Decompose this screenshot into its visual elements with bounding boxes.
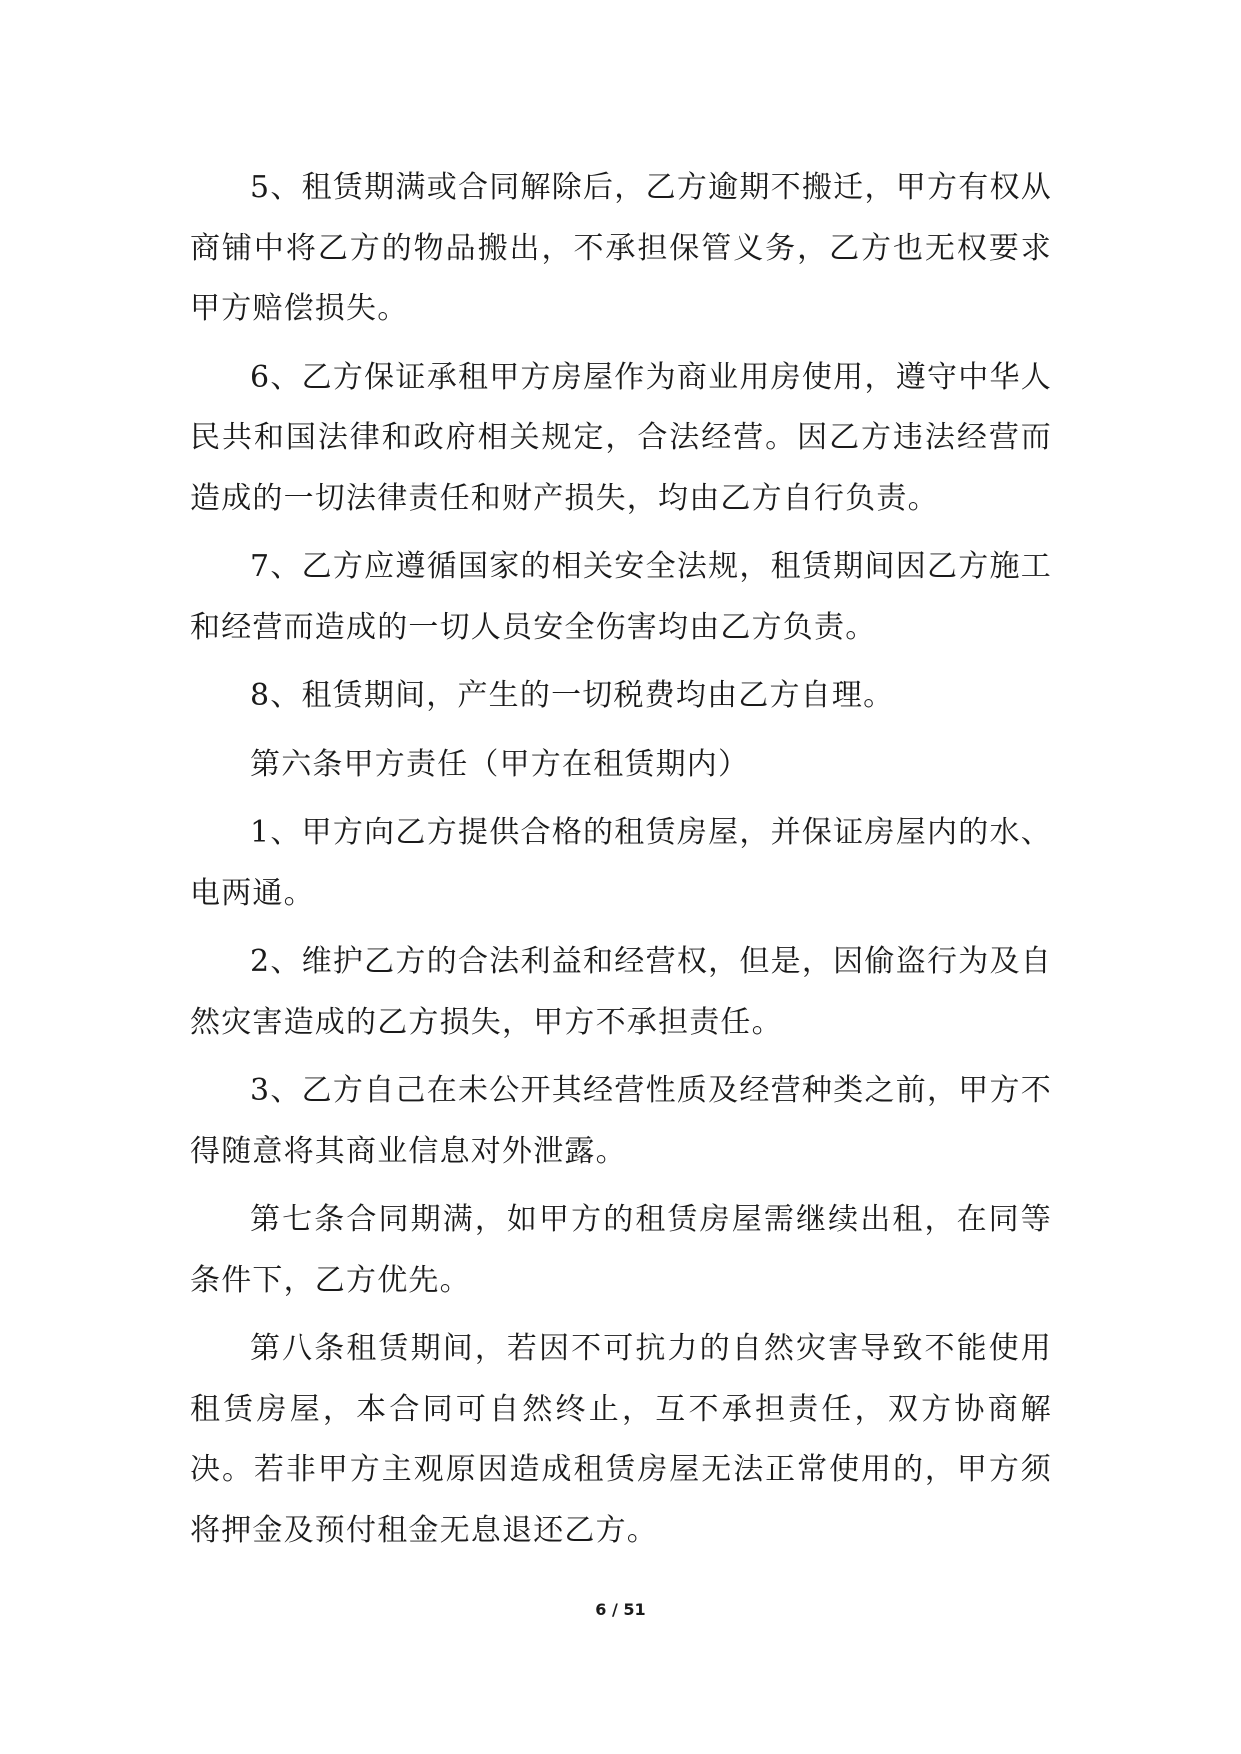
paragraph-clause-7: 7、乙方应遵循国家的相关安全法规，租赁期间因乙方施工和经营而造成的一切人员安全伤害均由乙方负责。 xyxy=(190,549,1052,645)
paragraph-article-7: 第七条合同期满，如甲方的租赁房屋需继续出租，在同等条件下，乙方优先。 xyxy=(190,1202,1052,1298)
paragraph-clause-8: 8、租赁期间，产生的一切税费均由乙方自理。 xyxy=(250,678,895,713)
page-number: 6 / 51 xyxy=(595,1600,646,1619)
paragraph-article-6-item-2: 2、维护乙方的合法利益和经营权，但是，因偷盗行为及自然灾害造成的乙方损失，甲方不承担责任。 xyxy=(190,944,1052,1040)
section-heading-article-6: 第六条甲方责任（甲方在租赁期内） xyxy=(250,746,750,782)
paragraph-article-8: 第八条租赁期间，若因不可抗力的自然灾害导致不能使用租赁房屋，本合同可自然终止，互不承担责任，双方协商解决。若非甲方主观原因造成租赁房屋无法正常使用的，甲方须将押金及预付租金无息退还乙方。 xyxy=(190,1331,1052,1548)
paragraph-article-6-item-1: 1、甲方向乙方提供合格的租赁房屋，并保证房屋内的水、电两通。 xyxy=(190,815,1052,911)
paragraph-clause-6: 6、乙方保证承租甲方房屋作为商业用房使用，遵守中华人民共和国法律和政府相关规定，合法经营。因乙方违法经营而造成的一切法律责任和财产损失，均由乙方自行负责。 xyxy=(190,359,1052,516)
paragraph-clause-5: 5、租赁期满或合同解除后，乙方逾期不搬迁，甲方有权从商铺中将乙方的物品搬出，不承担保管义务，乙方也无权要求甲方赔偿损失。 xyxy=(190,170,1052,326)
document-body xyxy=(190,158,1052,1569)
paragraph-article-6-item-3: 3、乙方自己在未公开其经营性质及经营种类之前，甲方不得随意将其商业信息对外泄露。 xyxy=(190,1073,1052,1169)
